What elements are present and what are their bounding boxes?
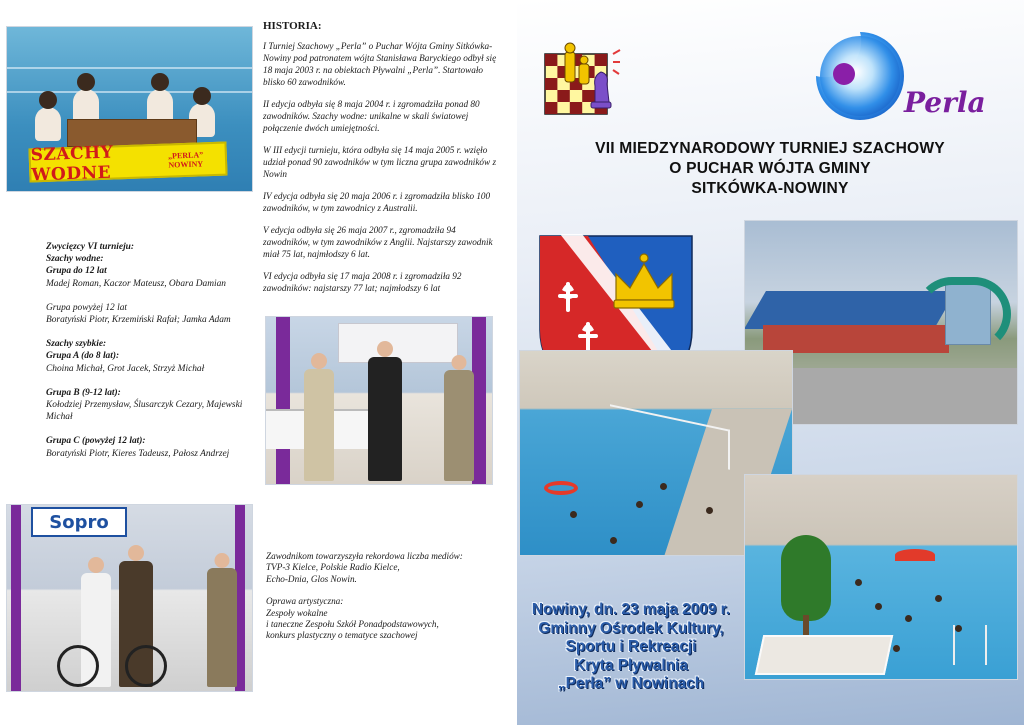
perla-logo-text: Perla bbox=[904, 86, 986, 119]
history-paragraph-5: V edycja odbyła się 26 maja 2007 r., zgromadziła 94 zawodników, w tym zawodników z Anglii. Najstarszy zawodnik miał 75 lat, najmłodszy 6 lat. bbox=[263, 225, 493, 259]
media-line-5: Zespoły wokalne bbox=[266, 607, 328, 618]
group-o12-names: Boratyński Piotr, Krzemiński Rafał; Jamka Adam bbox=[46, 315, 231, 326]
cover-footer-line-2: Gminny Ośrodek Kultury, bbox=[538, 619, 724, 637]
group-b-heading: Grupa B (9-12 lat): bbox=[46, 387, 121, 398]
cover-footer bbox=[520, 601, 742, 694]
fast-chess-heading: Szachy szybkie: bbox=[46, 339, 107, 350]
history-title: HISTORIA: bbox=[263, 20, 322, 32]
history-section bbox=[263, 20, 503, 304]
photo-indoor-pool-2 bbox=[744, 474, 1018, 680]
perla-pearl-logo-icon bbox=[808, 26, 998, 126]
cover-footer-line-1: Nowiny, dn. 23 maja 2009 r. bbox=[531, 601, 731, 618]
group-c-names: Boratyński Piotr, Kieres Tadeusz, Pałosz Andrzej bbox=[46, 448, 230, 459]
water-chess-banner-text: SZACHY WODNE bbox=[30, 142, 114, 186]
sopro-banner-text: Sopro bbox=[49, 511, 109, 533]
history-paragraph-2: II edycja odbyła się 8 maja 2004 r. i zgromadziła ponad 80 zawodników. Szachy wodne: unikalne w skali światowej połączenie dwóch umiejętności. bbox=[263, 99, 480, 133]
group-c-heading: Grupa C (powyżej 12 lat): bbox=[46, 436, 146, 447]
photo-bike-prize bbox=[6, 504, 253, 692]
water-chess-banner-subtext: „PERLA” NOWINY bbox=[167, 150, 204, 170]
cover-title-line-3: SITKÓWKA-NOWINY bbox=[691, 179, 849, 197]
group-o12-heading: Grupa powyżej 12 lat bbox=[46, 302, 127, 313]
photo-award-ceremony bbox=[265, 316, 493, 485]
water-chess-heading: Szachy wodne: bbox=[46, 254, 104, 265]
history-paragraph-1: I Turniej Szachowy „Perla” o Puchar Wójta Gminy Sitkówka-Nowiny pod patronatem wójta Stanisława Baryckiego odbył się 18 maja 2003 r. na obiektach Pływalni „Perla”. Startowało blisko 60 zawodników. bbox=[263, 41, 497, 87]
group-a-names: Choina Michał, Grot Jacek, Strzyż Michał bbox=[46, 363, 205, 374]
cover-footer-line-4: Kryta Pływalnia bbox=[574, 656, 688, 674]
media-line-2: TVP-3 Kielce, Polskie Radio Kielce, bbox=[266, 562, 400, 573]
winners-heading: Zwycięzcy VI turnieju: bbox=[46, 242, 135, 252]
cover-title-line-2: O PUCHAR WÓJTA GMINY bbox=[669, 159, 871, 177]
winners-list bbox=[46, 241, 256, 460]
history-paragraph-6: VI edycja odbyła się 17 maja 2008 r. i zgromadziła 92 zawodników: najstarszy 77 lat; najmłodszy 6 lat bbox=[263, 271, 462, 293]
cover-footer-line-3: Sportu i Rekreacji bbox=[565, 638, 697, 656]
water-chess-banner bbox=[28, 142, 227, 186]
photo-water-chess bbox=[6, 26, 253, 192]
group-b-names: Kołodziej Przemysław, Ślusarczyk Cezary, Majewski Michał bbox=[46, 400, 243, 423]
media-line-1: Zawodnikom towarzyszyła rekordowa liczba mediów: bbox=[266, 551, 463, 561]
cover-title-line-1: VII MIEDZYNARODOWY TURNIEJ SZACHOWY bbox=[595, 140, 945, 157]
sopro-banner bbox=[31, 507, 127, 537]
history-paragraph-3: W III edycji turnieju, która odbyła się 14 maja 2005 r. wzięło udział ponad 90 zawodników w tym liczna grupa zawodników z Nowin bbox=[263, 145, 497, 179]
media-line-7: konkurs plastyczny o tematyce szachowej bbox=[266, 630, 418, 641]
group-u12-names: Madej Roman, Kaczor Mateusz, Obara Damian bbox=[46, 278, 226, 289]
group-u12-heading: Grupa do 12 lat bbox=[46, 266, 107, 277]
chess-pieces-icon bbox=[543, 40, 621, 116]
media-line-3: Echo-Dnia, Glos Nowin. bbox=[266, 573, 357, 584]
media-section bbox=[266, 551, 496, 642]
media-line-6: i taneczne Zespołu Szkół Ponadpodstawowych, bbox=[266, 619, 439, 630]
media-line-4: Oprawa artystyczna: bbox=[266, 596, 344, 607]
history-paragraph-4: IV edycja odbyła się 20 maja 2006 r. i zgromadziła blisko 100 zawodników, w tym zawodnicy z Australii. bbox=[263, 191, 491, 213]
group-a-heading: Grupa A (do 8 lat): bbox=[46, 351, 120, 362]
cover-footer-line-5: „Perła” w Nowinach bbox=[557, 675, 705, 693]
cover-title bbox=[528, 139, 1012, 198]
